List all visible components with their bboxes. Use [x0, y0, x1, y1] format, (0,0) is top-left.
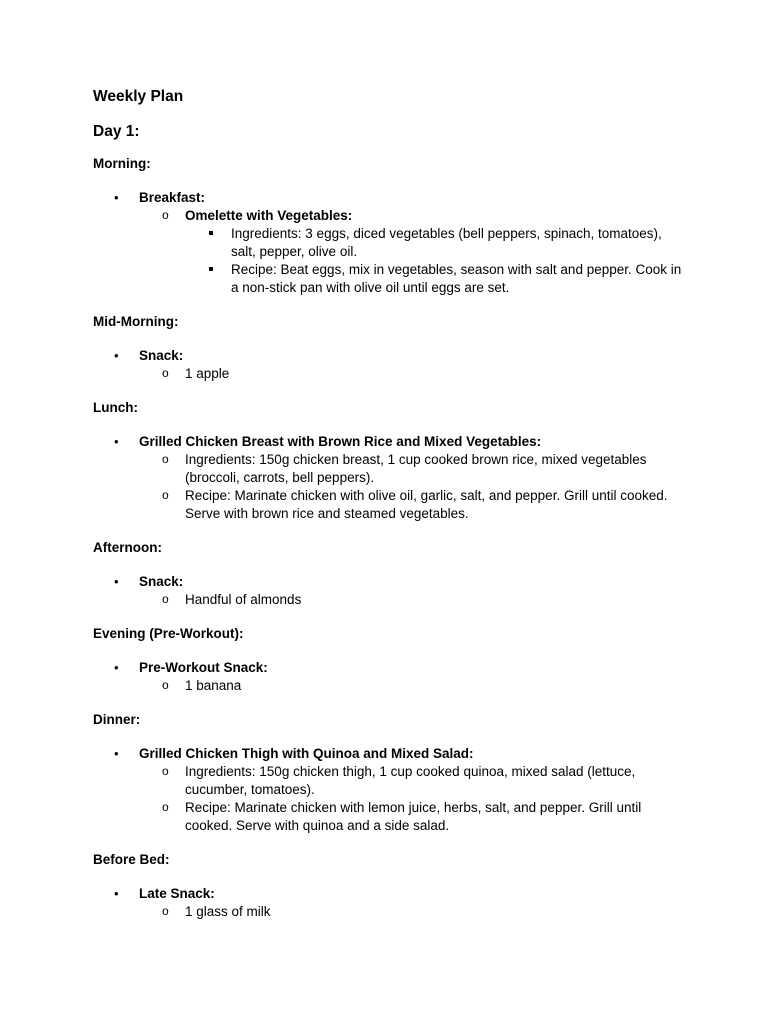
list-item — [93, 433, 683, 523]
section-label: Before Bed: — [93, 852, 170, 867]
section-before-bed — [93, 851, 683, 921]
section-mid-morning — [93, 313, 683, 383]
section-label: Morning: — [93, 156, 151, 171]
sub-list — [93, 763, 683, 835]
document-page — [93, 86, 683, 937]
detail-item: o 1 apple — [139, 365, 683, 383]
bullet-list — [93, 885, 683, 921]
sub-list — [93, 677, 683, 695]
section-morning — [93, 155, 683, 297]
section-evening — [93, 625, 683, 695]
dish-name: Omelette with Vegetables: — [185, 208, 353, 223]
recipe-item: o Recipe: Marinate chicken with olive oil, garlic, salt, and pepper. Grill until cooked. Serve with brown rice and steamed vegetables. — [139, 487, 683, 523]
section-afternoon — [93, 539, 683, 609]
section-lunch — [93, 399, 683, 523]
detail-item: o 1 banana — [139, 677, 683, 695]
dish-name: Grilled Chicken Breast with Brown Rice and Mixed Vegetables: — [139, 434, 542, 449]
ingredients-item: o Ingredients: 150g chicken thigh, 1 cup cooked quinoa, mixed salad (lettuce, cucumber, tomatoes). — [139, 763, 683, 799]
dish-name: Grilled Chicken Thigh with Quinoa and Mixed Salad: — [139, 746, 474, 761]
recipe-item: o Recipe: Marinate chicken with lemon juice, herbs, salt, and pepper. Grill until cooked. Serve with quinoa and a side salad. — [139, 799, 683, 835]
section-label: Afternoon: — [93, 540, 162, 555]
sub-list — [93, 451, 683, 523]
bullet-list — [93, 347, 683, 383]
sub-list — [93, 591, 683, 609]
bullet-list — [93, 659, 683, 695]
list-item — [93, 745, 683, 835]
recipe-item: Recipe: Beat eggs, mix in vegetables, season with salt and pepper. Cook in a non-stick pan with olive oil until eggs are set. — [185, 261, 683, 297]
sub-list — [93, 207, 683, 297]
bullet-list — [93, 189, 683, 297]
day-heading: Day 1: — [93, 123, 140, 140]
bullet-list — [93, 745, 683, 835]
section-label: Lunch: — [93, 400, 138, 415]
list-item — [93, 885, 683, 921]
item-label: Late Snack: — [139, 886, 215, 901]
item-label: Pre-Workout Snack: — [139, 660, 268, 675]
bullet-list — [93, 573, 683, 609]
sub-sub-list — [139, 225, 683, 297]
document-title: Weekly Plan — [93, 88, 184, 105]
item-label: Snack: — [139, 574, 184, 589]
item-label: Snack: — [139, 348, 184, 363]
sub-list — [93, 365, 683, 383]
detail-item: o 1 glass of milk — [139, 903, 683, 921]
ingredients-item: o Ingredients: 150g chicken breast, 1 cup cooked brown rice, mixed vegetables (broccoli, carrots, bell peppers). — [139, 451, 683, 487]
section-dinner — [93, 711, 683, 835]
list-item — [93, 573, 683, 609]
ingredients-item: Ingredients: 3 eggs, diced vegetables (bell peppers, spinach, tomatoes), salt, pepper, olive oil. — [185, 225, 683, 261]
sub-list — [93, 903, 683, 921]
list-item — [139, 207, 683, 297]
section-label: Evening (Pre-Workout): — [93, 626, 244, 641]
item-label: Breakfast: — [139, 190, 206, 205]
section-label: Mid-Morning: — [93, 314, 179, 329]
list-item — [93, 659, 683, 695]
detail-item: o Handful of almonds — [139, 591, 683, 609]
section-label: Dinner: — [93, 712, 141, 727]
list-item — [93, 347, 683, 383]
bullet-list — [93, 433, 683, 523]
list-item — [93, 189, 683, 297]
